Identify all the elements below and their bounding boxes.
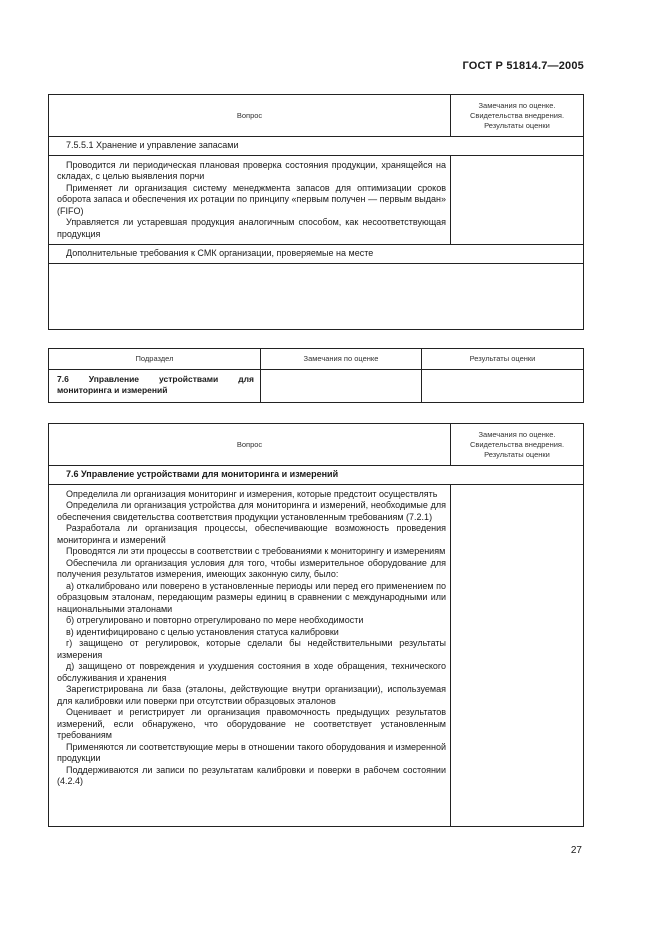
question-paragraph: Проводится ли периодическая плановая проверка состояния продукции, хранящейся на складах, с целью выявления порчи: [57, 159, 446, 181]
question-paragraph: Обеспечила ли организация условия для того, чтобы измерительное оборудование для получения результатов измерения, имеющих законную силу, было:: [57, 557, 446, 579]
question-paragraph: в) идентифицировано с целью установления статуса калибровки: [66, 626, 339, 637]
question-paragraph: Определила ли организация устройства для мониторинга и измерений, необходимые для обеспечения свидетельства соответствия продукции установленным требованиям (7.2.1): [57, 500, 446, 522]
question-paragraph: Поддерживаются ли записи по результатам калибровки и поверки в рабочем состоянии (4.2.4): [57, 764, 446, 786]
questions-table-monitoring: [48, 423, 584, 827]
question-paragraph: Управляется ли устаревшая продукция аналогичным способом, как несоответствующая продукция: [57, 217, 446, 239]
column-header-remarks: Замечания по оценке. Свидетельства внедрения. Результаты оценки: [451, 95, 584, 137]
question-paragraph: а) откалибровано или поверено в установленные периоды или перед его применением по образцовым эталонам, передающим размеры единиц в сравнении с международными или национальными эталонами: [57, 580, 446, 614]
subsection-summary-table: [48, 348, 584, 403]
subsection-title-line: 7.6 Управление устройствами для: [57, 374, 254, 384]
question-paragraph: б) отрегулировано и повторно отрегулировано по мере необходимости: [66, 615, 364, 625]
remarks-cell: [261, 370, 422, 403]
question-paragraph: Зарегистрирована ли база (эталоны, действующие внутри организации), используемая для калибровки или поверки при отсутствии образцовых эталонов: [57, 684, 446, 706]
question-paragraph: Оценивает и регистрирует ли организация правомочность предыдущих результатов измерений, если обнаружено, что оборудование не соответствует установленным требованиям: [57, 707, 446, 740]
question-paragraph: Определила ли организация мониторинг и измерения, которые предстоит осуществлять: [66, 488, 438, 499]
section-title-monitoring: 7.6 Управление устройствами для мониторинга и измерений: [49, 466, 584, 485]
column-header-question: Вопрос: [49, 424, 451, 466]
additional-requirements-area: [49, 263, 584, 329]
remarks-cell: [451, 155, 584, 245]
column-header-question: Вопрос: [49, 95, 451, 137]
subsection-title-line: мониторинга и измерений: [57, 384, 168, 395]
question-block-storage: [49, 155, 451, 245]
question-paragraph: д) защищено от повреждения и ухудшения состояния в ходе обращения, технического обслуживания и хранения: [57, 661, 446, 683]
question-paragraph: Разработала ли организация процессы, обеспечивающие возможность проведения мониторинга и измерений: [57, 523, 446, 545]
column-header-remarks: Замечания по оценке. Свидетельства внедрения. Результаты оценки: [451, 424, 584, 466]
question-block-monitoring: [49, 484, 451, 826]
document-code: ГОСТ Р 51814.7—2005: [462, 60, 584, 72]
question-paragraph: Применяются ли соответствующие меры в отношении такого оборудования и измеренной продукции: [57, 741, 446, 763]
page-number: 27: [570, 845, 582, 856]
question-paragraph: Применяет ли организация систему менеджмента запасов для оптимизации сроков оборота запаса и обеспечения их ротации по принципу «первым получен — первым выдан» (FIFO): [57, 182, 446, 216]
question-paragraph: г) защищено от регулировок, которые сделали бы недействительными результаты измерения: [57, 638, 446, 660]
remarks-cell: [451, 484, 584, 826]
subsection-title: [49, 370, 261, 403]
results-cell: [422, 370, 584, 403]
column-header-subsection: Подраздел: [49, 349, 261, 370]
section-title-storage: 7.5.5.1 Хранение и управление запасами: [49, 137, 584, 156]
questions-table-storage: [48, 94, 584, 330]
question-paragraph: Проводятся ли эти процессы в соответствии с требованиями к мониторингу и измерениям: [66, 546, 446, 556]
column-header-results: Результаты оценки: [422, 349, 584, 370]
column-header-remarks: Замечания по оценке: [261, 349, 422, 370]
additional-requirements-title: Дополнительные требования к СМК организации, проверяемые на месте: [49, 245, 584, 264]
